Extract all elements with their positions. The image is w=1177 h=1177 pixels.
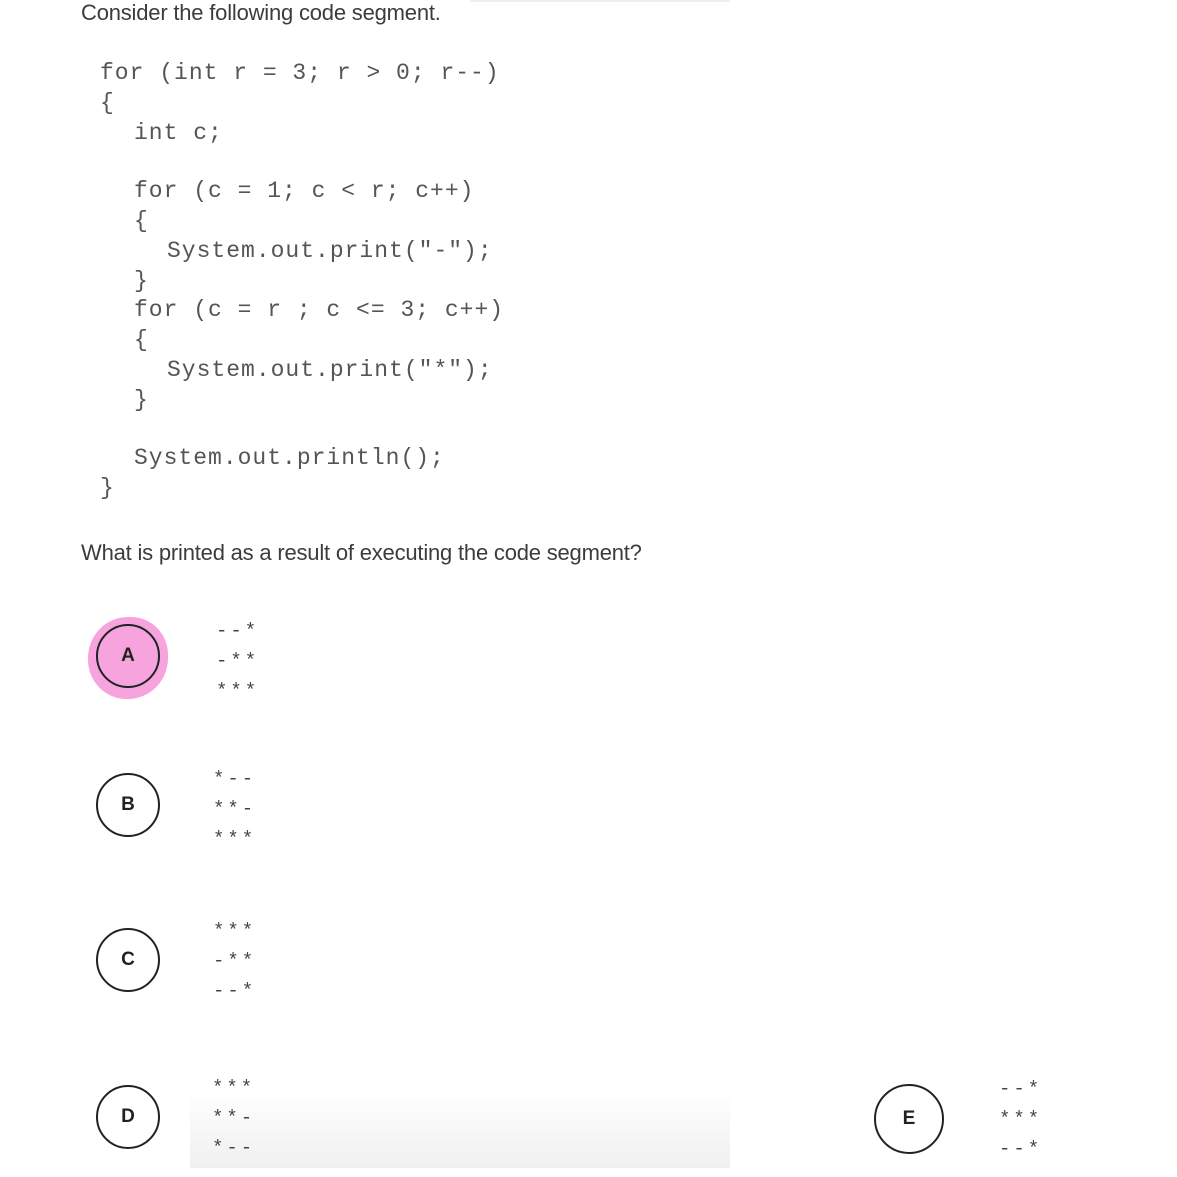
bottom-fade — [190, 1090, 730, 1168]
answer-bubble-a[interactable] — [96, 624, 160, 688]
code-line: System.out.print("-"); — [167, 238, 493, 264]
bubble-letter: B — [121, 794, 135, 815]
output-line: *-- — [212, 1137, 256, 1159]
option-d-output — [212, 1073, 255, 1163]
code-line: for (c = 1; c < r; c++) — [134, 178, 475, 204]
answer-bubble-c[interactable] — [96, 928, 160, 992]
output-line: **- — [213, 798, 257, 820]
bubble-letter: A — [121, 645, 135, 666]
output-line: *** — [213, 920, 257, 942]
answer-bubble-e[interactable] — [874, 1084, 944, 1154]
code-line: } — [100, 475, 115, 501]
output-line: *** — [999, 1108, 1043, 1130]
option-a-output — [216, 616, 259, 706]
output-line: *** — [213, 828, 257, 850]
code-line: int c; — [134, 120, 223, 146]
option-b-output — [213, 764, 256, 854]
bubble-letter: E — [902, 1108, 916, 1129]
output-line: --* — [999, 1138, 1043, 1160]
output-line: --* — [216, 620, 260, 642]
code-line: for (int r = 3; r > 0; r--) — [100, 60, 500, 86]
code-line: System.out.print("*"); — [167, 357, 493, 383]
code-line: } — [134, 268, 149, 294]
answer-bubble-b[interactable] — [96, 773, 160, 837]
bubble-letter: D — [121, 1106, 135, 1127]
code-line: System.out.println(); — [134, 445, 445, 471]
code-line: { — [134, 208, 149, 234]
question-text: What is printed as a result of executing the code segment? — [81, 540, 642, 565]
bubble-letter: C — [121, 949, 135, 970]
code-line: for (c = r ; c <= 3; c++) — [134, 297, 505, 323]
top-edge-shadow — [470, 0, 730, 2]
output-line: *** — [216, 680, 260, 702]
output-line: *-- — [213, 768, 257, 790]
answer-bubble-d[interactable] — [96, 1085, 160, 1149]
code-line: { — [100, 90, 115, 116]
output-line: --* — [999, 1078, 1043, 1100]
output-line: **- — [212, 1107, 256, 1129]
option-c-output — [213, 916, 256, 1006]
output-line: --* — [213, 980, 257, 1002]
output-line: -** — [216, 650, 260, 672]
output-line: -** — [213, 950, 257, 972]
code-line: } — [134, 387, 149, 413]
code-line: { — [134, 327, 149, 353]
output-line: *** — [212, 1077, 256, 1099]
intro-text: Consider the following code segment. — [81, 0, 441, 25]
option-e-output — [999, 1074, 1042, 1164]
